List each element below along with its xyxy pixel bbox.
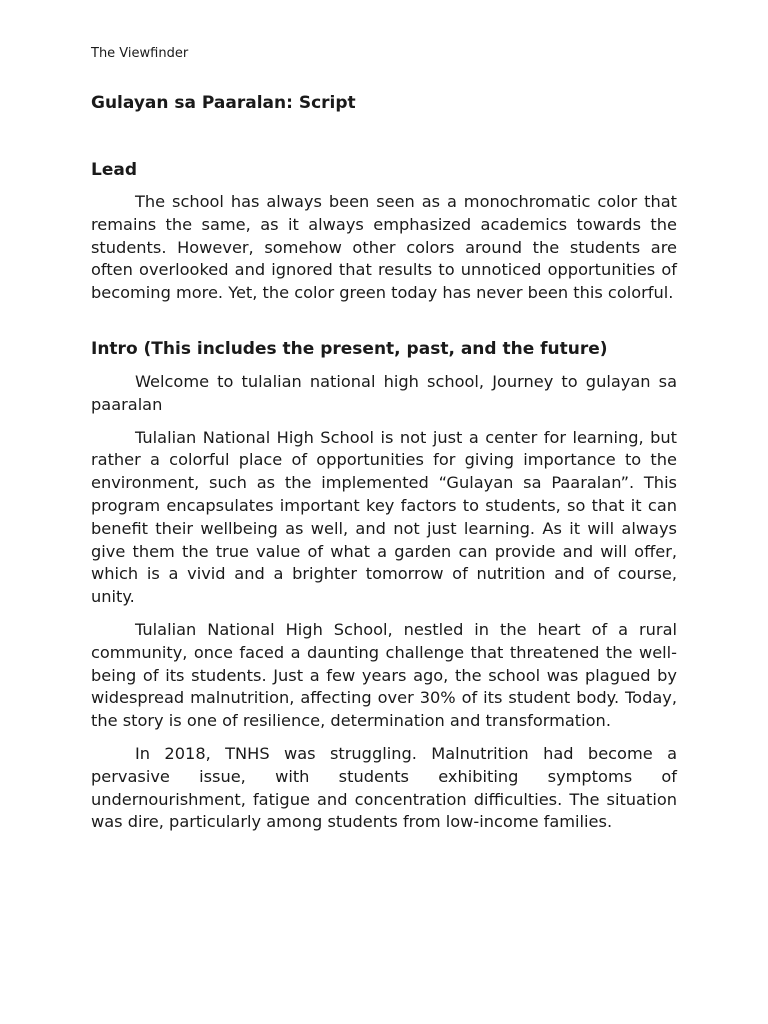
intro-paragraph-program: Tulalian National High School is not just a center for learning, but rather a colorful place of opportunities for giving importance to the environment, such as the implemented “Gulayan sa Paaralan”. This program encapsulates important key factors to students, so that it can benefit their wellbeing as well, and not just learning. As it will always give them the true value of what a garden can provide and will offer, which is a vivid and a brighter tomorrow of nutrition and of course, unity. [91, 427, 677, 607]
intro-section [91, 371, 677, 844]
lead-paragraph: The school has always been seen as a monochromatic color that remains the same, as it always emphasized academics towards the students. However, somehow other colors around the students are often overlooked and ignored that results to unnoticed opportunities of becoming more. Yet, the color green today has never been this colorful. [91, 192, 677, 303]
intro-paragraph-history: Tulalian National High School, nestled in the heart of a rural community, once faced a daunting challenge that threatened the well-being of its students. Just a few years ago, the school was plagued by widespread malnutrition, affecting over 30% of its student body. Today, the story is one of resilience, determination and transformation. [91, 619, 677, 731]
intro-heading: Intro (This includes the present, past, and the future) [91, 339, 608, 359]
lead-heading: Lead [91, 160, 138, 180]
intro-paragraph-2018: In 2018, TNHS was struggling. Malnutrition had become a pervasive issue, with students exhibiting symptoms of undernourishment, fatigue and concentration difficulties. The situation was dire, particularly among students from low-income families. [91, 743, 677, 832]
document-header: The Viewfinder [91, 46, 189, 61]
intro-paragraph-welcome: Welcome to tulalian national high school, Journey to gulayan sa paaralan [91, 372, 677, 414]
document-title: Gulayan sa Paaralan: Script [91, 93, 356, 113]
